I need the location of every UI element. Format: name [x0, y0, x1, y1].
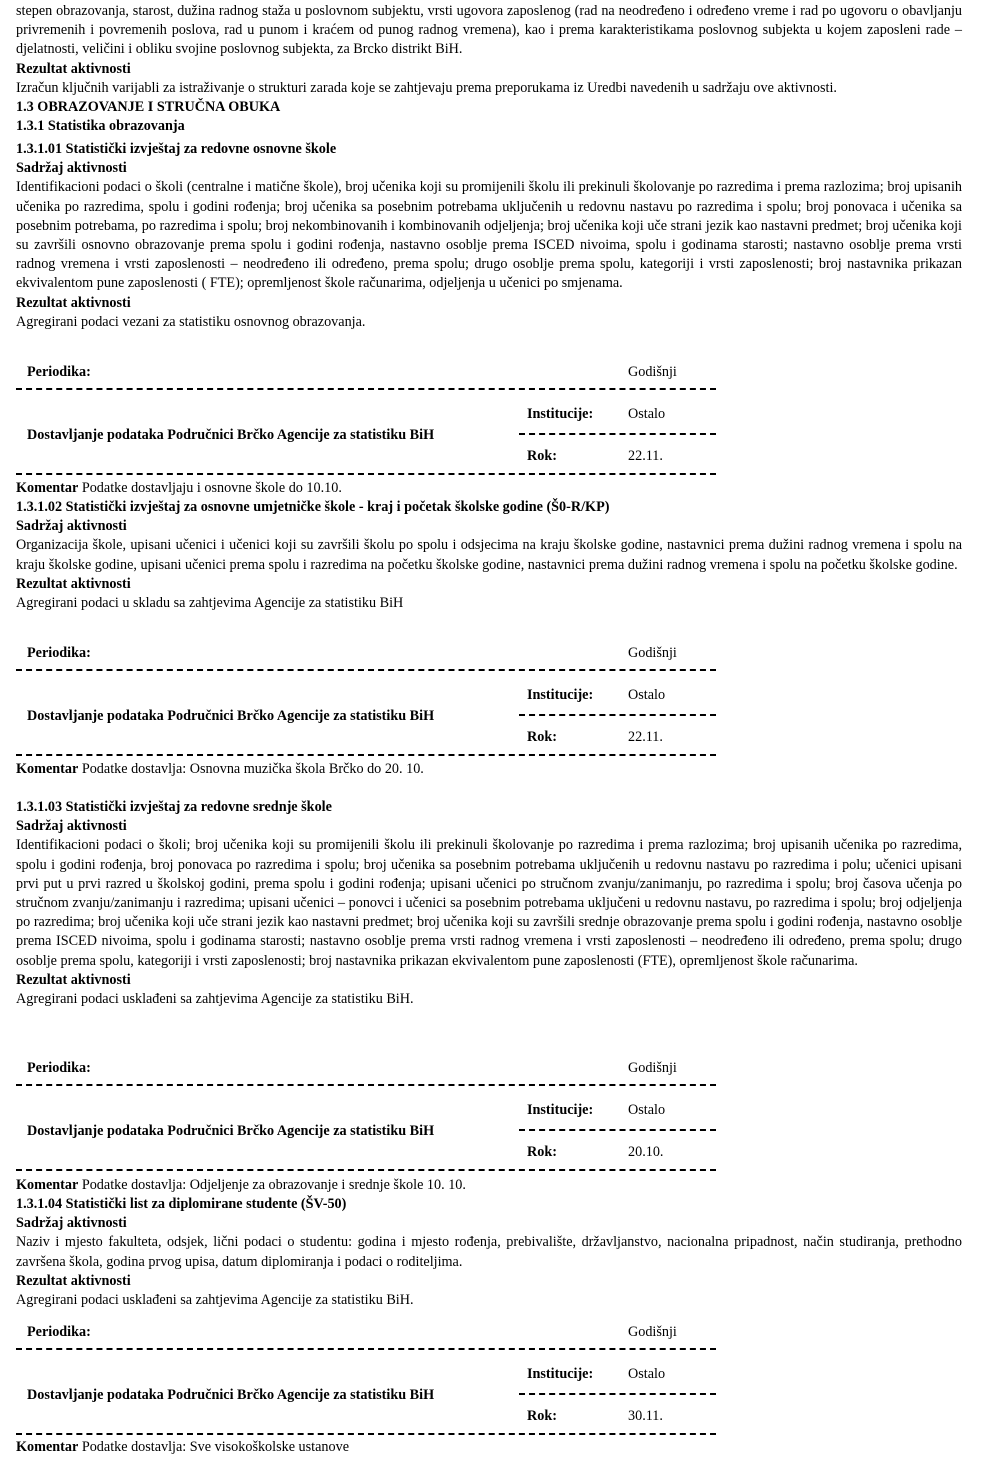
- comment-row: [16, 760, 962, 779]
- institucije-label: Institucije:: [527, 406, 594, 422]
- delivery-label: Dostavljanje podataka Područnici Brčko Agencije za statistiku BiH: [27, 1387, 435, 1403]
- periodika-value: Godišnji: [628, 1324, 677, 1340]
- item-1304: [16, 1195, 962, 1310]
- item-result: Agregirani podaci usklađeni sa zahtjevima Agencije za statistiku BiH.: [16, 991, 414, 1008]
- institucije-value: Ostalo: [628, 406, 666, 422]
- delivery-table: [16, 1320, 716, 1434]
- institucije-label: Institucije:: [527, 687, 594, 703]
- divider: [16, 1348, 716, 1350]
- result-label: Rezultat aktivnosti: [16, 575, 131, 592]
- rok-value: 22.11.: [628, 448, 663, 464]
- rok-value: 22.11.: [628, 729, 663, 745]
- comment-text: Podatke dostavlja: Osnovna muzička škola Brčko do 20. 10.: [81, 761, 424, 777]
- divider: [519, 1393, 716, 1395]
- divider: [16, 669, 716, 671]
- rok-value: 20.10.: [628, 1144, 664, 1160]
- item-content: Organizacija škole, upisani učenici i učenici koji su završili školu po spolu i odsjecima na kraju školske godine, nastavnici prema dužini radnog vremena i spolu na kraju školske godine, upisani učenici prema spolu i razredima na početku školske godine, nastavnici prema dužini radnog vremena i spolu na početku školske godine.: [16, 537, 962, 573]
- divider: [519, 714, 716, 716]
- intro-result-text: Izračun ključnih varijabli za istraživanje o strukturi zarada koje se zahtjevaju prema preporukama iz Uredbi navedenih u sadržaju ove aktivnosti.: [16, 79, 837, 96]
- intro-paragraph: stepen obrazovanja, starost, dužina radnog staža u poslovnom subjektu, vrsti ugovora zaposlenog (rad na neodređeno i određeno vreme i rad po ugovoru o obavljanju privremenih i povremenih poslova, rad u punom i kraćem od punog radnog vremena), kao i prema karakteristikama poslovnog subjekta u kojem zaposleni rade – djelatnosti, veličini i obliku svojine poslovnog subjekta, za Brcko distrikt BiH.: [16, 3, 962, 58]
- item-result: Agregirani podaci usklađeni sa zahtjevima Agencije za statistiku BiH.: [16, 1292, 414, 1309]
- result-label: Rezultat aktivnosti: [16, 1272, 131, 1289]
- content-label: Sadržaj aktivnosti: [16, 160, 127, 177]
- content-label: Sadržaj aktivnosti: [16, 518, 127, 535]
- delivery-label: Dostavljanje podataka Područnici Brčko Agencije za statistiku BiH: [27, 708, 435, 724]
- result-label: Rezultat aktivnosti: [16, 971, 131, 988]
- rok-label: Rok:: [527, 448, 557, 464]
- divider: [16, 754, 716, 756]
- item-result: Agregirani podaci vezani za statistiku osnovnog obrazovanja.: [16, 313, 366, 330]
- comment-label: Komentar: [16, 1177, 79, 1193]
- content-label: Sadržaj aktivnosti: [16, 1215, 127, 1232]
- institucije-label: Institucije:: [527, 1366, 594, 1382]
- comment-text: Podatke dostavlja: Sve visokoškolske ustanove: [81, 1439, 349, 1455]
- delivery-table: [16, 641, 716, 755]
- periodika-label: Periodika:: [27, 645, 91, 661]
- institucije-value: Ostalo: [628, 1102, 666, 1118]
- institucije-value: Ostalo: [628, 687, 666, 703]
- comment-row: [16, 1438, 962, 1457]
- comment-row: [16, 479, 962, 498]
- item-content: Naziv i mjesto fakulteta, odsjek, lični podaci o studentu: godina i mjesto rođenja, prebivalište, državljanstvo, nacionalna pripadnost, način studiranja, prethodno završena škola, godina prvog upisa, datum diplomiranja i podaci o roditeljima.: [16, 1234, 962, 1270]
- item-1303: [16, 798, 962, 1009]
- comment-label: Komentar: [16, 480, 79, 496]
- periodika-label: Periodika:: [27, 1060, 91, 1076]
- periodika-value: Godišnji: [628, 1060, 677, 1076]
- rok-label: Rok:: [527, 1144, 557, 1160]
- item-title: 1.3.1.01 Statistički izvještaj za redovne osnovne škole: [16, 141, 337, 157]
- divider: [519, 1129, 716, 1131]
- divider: [16, 388, 716, 390]
- result-label: Rezultat aktivnosti: [16, 294, 131, 311]
- comment-row: [16, 1176, 962, 1195]
- delivery-table: [16, 1056, 716, 1170]
- periodika-value: Godišnji: [628, 645, 677, 661]
- item-1301: [16, 140, 962, 332]
- delivery-label: Dostavljanje podataka Područnici Brčko Agencije za statistiku BiH: [27, 1123, 435, 1139]
- divider: [16, 1169, 716, 1171]
- divider: [519, 433, 716, 435]
- content-label: Sadržaj aktivnosti: [16, 818, 127, 835]
- comment-label: Komentar: [16, 761, 79, 777]
- periodika-label: Periodika:: [27, 1324, 91, 1340]
- item-content: Identifikacioni podaci o školi; broj učenika koji su promijenili školu ili prekinuli školovanje po razredima i prema razlozima; broj upisanih učenika po razredima, spolu i godini rođenja, broj ponovaca po razredima i spolu; broj učenika sa posebnim potrebama uključenih u redovnu nastavu po razredima i polu; učenici upisani prvi put u prvi razred u školskoj godini, prema spolu i godini rođenja; upisani učenici po stručnom zvanju/zanimanju, po razredima i spolu; broj časova učenja po stručnom zvanju/zanimanju i razredima; upisani učenici – ponovci i učenici sa posebnim potrebama uključeni u redovnu nastavu, po razredima i spolu; broj odjeljenja po razredima; broj učenika koji uče strani jezik kao nastavni predmet; broj učenika koji su završili srednje obrazovanje prema spolu i godini rođenja, nastavno osoblje prema ISCED nivoima, spolu i godinama starosti; nastavno osoblje prema vrsti radnog vremena i vrsti zaposlenosti – neodređeno ili određeno, prema spolu; drugo osoblje prema spolu, kategoriji i vrsti zaposlenosti; broj nastavnika prikazan ekvivalentom pune zaposlenosti (FTE), opremljenost škole računarima.: [16, 837, 962, 969]
- item-1302: [16, 498, 962, 613]
- institucije-value: Ostalo: [628, 1366, 666, 1382]
- rok-label: Rok:: [527, 729, 557, 745]
- comment-label: Komentar: [16, 1439, 79, 1455]
- section-heading: 1.3.1 Statistika obrazovanja: [16, 118, 185, 135]
- periodika-label: Periodika:: [27, 364, 91, 380]
- divider: [16, 1433, 716, 1435]
- comment-text: Podatke dostavljaju i osnovne škole do 10.10.: [81, 480, 342, 496]
- item-content: Identifikacioni podaci o školi (centralne i matične škole), broj učenika koji su promijenili školu ili prekinuli školovanje po razredima i prema razlozima; broj upisanih učenika po razredima, spolu i godini rođenja; broj učenika sa posebnim potrebama uključenih u redovnu nastavu po razredima i spolu; broj ponovaca i učenika sa posebnim potrebama, po razredima i spolu; broj nekombinovanih i kombinovanih odjeljenja; broj učenika koji uče strani jezik kao nastavni predmet; broj učenika koji su završili osnovno obrazovanje prema spolu i godini rođenja, nastavno osoblje prema ISCED nivoima, spolu i godinama starosti; nastavno osoblje prema vrsti radnog vremena i vrsti zaposlenosti – neodređeno ili određeno, prema spolu; drugo osoblje prema spolu, kategoriji i vrsti zaposlenosti; broj nastavnika prikazan ekvivalentom pune zaposlenosti ( FTE); opremljenost škole računarima, odjeljenja u učenici po smjenama.: [16, 179, 962, 292]
- item-title: 1.3.1.02 Statistički izvještaj za osnovne umjetničke škole - kraj i početak školske godine (Š0-R/KP): [16, 499, 610, 515]
- institucije-label: Institucije:: [527, 1102, 594, 1118]
- divider: [16, 473, 716, 475]
- divider: [16, 1084, 716, 1086]
- comment-text: Podatke dostavlja: Odjeljenje za obrazovanje i srednje škole 10. 10.: [81, 1177, 466, 1193]
- item-title: 1.3.1.04 Statistički list za diplomirane studente (ŠV-50): [16, 1196, 347, 1212]
- item-result: Agregirani podaci u skladu sa zahtjevima Agencije za statistiku BiH: [16, 595, 404, 612]
- item-title: 1.3.1.03 Statistički izvještaj za redovne srednje škole: [16, 799, 332, 815]
- intro-result-label: Rezultat aktivnosti: [16, 60, 131, 77]
- delivery-table: [16, 360, 716, 474]
- rok-label: Rok:: [527, 1408, 557, 1424]
- rok-value: 30.11.: [628, 1408, 663, 1424]
- periodika-value: Godišnji: [628, 364, 677, 380]
- chapter-heading: 1.3 OBRAZOVANJE I STRUČNA OBUKA: [16, 99, 281, 116]
- delivery-label: Dostavljanje podataka Područnici Brčko Agencije za statistiku BiH: [27, 427, 435, 443]
- intro-block: [16, 2, 962, 136]
